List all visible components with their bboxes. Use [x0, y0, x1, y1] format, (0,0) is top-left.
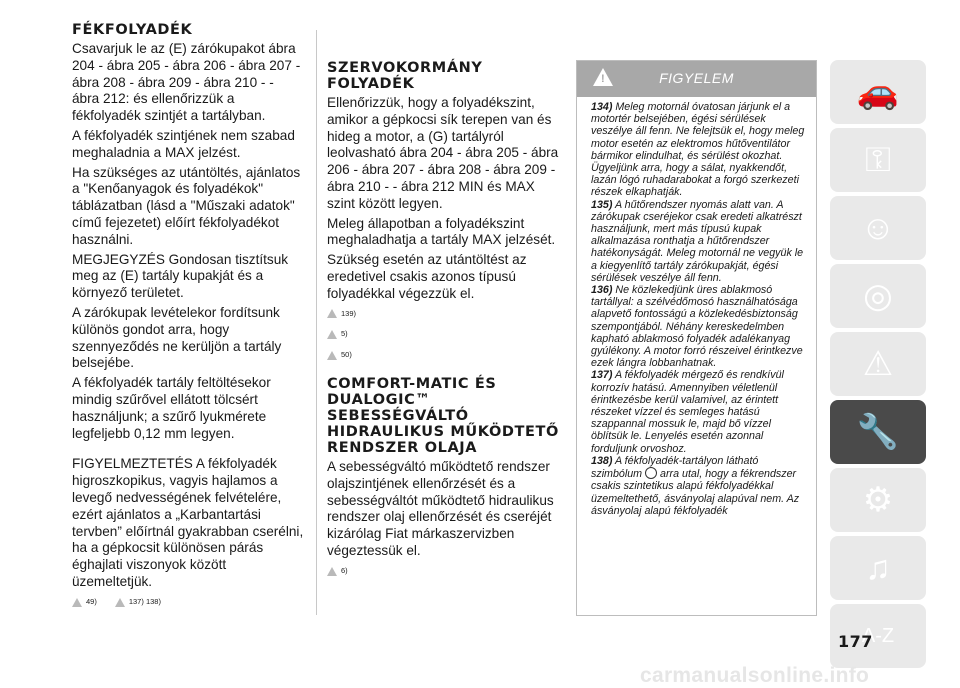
tab-safety-key[interactable] — [830, 128, 926, 192]
warning-triangle-icon — [327, 309, 337, 318]
item-number: 135) — [591, 198, 613, 211]
page-number: 177 — [838, 632, 873, 651]
airbag-icon: ☺ — [860, 209, 896, 247]
section-heading: COMFORT-MATIC ÉS DUALOGIC™ SEBESSÉGVÁLTÓ HIDRAULIKUS MŰKÖDTETŐ RENDSZER OLAJA — [327, 375, 559, 456]
tab-multimedia[interactable] — [830, 536, 926, 600]
warning-item — [591, 284, 808, 369]
technical-data-icon: ⚙ — [862, 481, 894, 519]
column-steering-fluid — [327, 22, 559, 584]
paragraph: Ha szükséges az utántöltés, ajánlatos a "Kenőanyagok és folyadékok" táblázatban (lásd a "Műszaki adatok" című fejezetet) előírt fékfolyadékot használni. — [72, 164, 301, 247]
warning-triangle-icon — [327, 567, 337, 576]
warning-triangle-icon — [115, 598, 125, 607]
reference-label: 49) — [86, 596, 97, 606]
key-icon: ⚿ — [865, 141, 891, 179]
car-service-icon: 🔧 — [856, 413, 900, 451]
reference-row — [327, 347, 559, 364]
tab-service[interactable] — [830, 400, 926, 464]
item-text: arra utal, hogy a fékrendszer csakis szintetikus alapú fékfolyadékkal üzemeltethető, ásványolaj alapúval nem. Az ásványolaj alapú fékfolyadék — [591, 468, 800, 517]
paragraph: A fékfolyadék szintjének nem szabad meghaladnia a MAX jelzést. — [72, 127, 295, 160]
paragraph: FIGYELMEZTETÉS A fékfolyadék higroszkopikus, vagyis hajlamos a levegő nedvességének felvételére, ezért ajánlatos a „Karbantartási tervben” előírtnál gyakrabban cserélni, ha a gépkocsit különösen párás éghajlati viszonyok között üzemeltetjük. — [72, 456, 304, 589]
reference-label: 137) 138) — [128, 596, 161, 606]
warning-body — [577, 97, 816, 517]
tab-safety[interactable] — [830, 196, 926, 260]
paragraph: Csavarjuk le az (E) zárókupakot ábra 204 - ábra 205 - ábra 206 - ábra 207 - ábra 208 - ábra 209 - ábra 210 - - ábra 212: és ellenőrizzük a fékfolyadék szintjét a tartályban. — [72, 41, 301, 124]
reference-label: 50) — [341, 350, 352, 360]
chapter-tabs — [830, 60, 930, 672]
column-divider — [316, 30, 317, 615]
reference-row — [72, 594, 304, 611]
section-heading: SZERVOKORMÁNY FOLYADÉK — [327, 60, 483, 92]
paragraph: Ellenőrizzük, hogy a folyadékszint, amikor a gépkocsi sík terepen van és hideg a motor, a (G) tartályról leolvasható ábra 204 - ábra 205 - ábra 206 - ábra 207 - ábra 208 - ábra 209 - ábra 210 - - ábra 212 MIN és MAX szint között legyen. — [327, 95, 559, 211]
brake-fluid-symbol-icon — [645, 467, 657, 479]
item-number: 134) — [591, 101, 613, 113]
index-icon: A-Z — [861, 625, 895, 647]
paragraph: Meleg állapotban a folyadékszint meghaladhatja a tartály MAX jelzését. — [327, 215, 556, 248]
reference-row — [327, 563, 559, 580]
paragraph: MEGJEGYZÉS Gondosan tisztítsuk meg az (E) tartály kupakját és a környező területet. — [72, 251, 289, 301]
warning-item — [591, 101, 808, 199]
warning-box — [576, 60, 817, 616]
warning-triangle-icon — [327, 351, 337, 360]
item-text: A hűtőrendszer nyomás alatt van. A zárókupak cseréjekor csak eredeti alkatrészt használjunk, mert más típusú kupak alkalmazása ronthatja a hűtőrendszer hatékonyságát. Meleg motornál ne vegyük le a kiegyenlítő tartály zárókupakját, égési sérülések veszélye áll fenn. — [591, 198, 804, 284]
multimedia-icon: ♫ — [865, 549, 891, 587]
car-dashboard-icon: 🚗 — [856, 73, 900, 111]
warning-triangle-icon — [327, 330, 337, 339]
tab-technical-data[interactable] — [830, 468, 926, 532]
item-text: Meleg motornál óvatosan járjunk el a motortér belsejében, égési sérülések veszélye áll fenn. Ne felejtsük el, hogy meleg motor esetén az elektromos hűtőventilátor bármikor elindulhat, és sérülést okozhat. Ügyeljünk arra, hogy a sálat, nyakkendőt, lazán lógó ruhadarabokat a forgó szerkezeti részek elkaphatják. — [591, 101, 805, 199]
item-text: A fékfolyadék mérgező és rendkívül korrozív hatású. Amennyiben véletlenül érintkezésbe kerül valamivel, az érintett részeket vízzel és semleges hatású szappannal mossuk le, majd bő vízzel öblítsük le. Lenyelés esetén azonnal forduljunk orvoshoz. — [591, 369, 784, 455]
section-heading: FÉKFOLYADÉK — [72, 22, 193, 38]
warning-triangle-icon: ⚠ — [862, 345, 894, 383]
column-brake-fluid — [72, 22, 304, 615]
reference-label: 5) — [341, 329, 348, 339]
item-number: 137) — [591, 369, 613, 382]
item-text: A fékfolyadék-tartályon látható szimbólum — [591, 454, 759, 481]
item-text: Ne közlekedjünk üres ablakmosó tartállyal: a szélvédőmosó használhatósága alapvető fontosságú a közlekedésbiztonság szempontjából. Néhány kereskedelmben kapható ablakmosó folyadék adalékanyag gyúlékony. A motor forró részeivel érintkezve ezek lángra lobbanhatnak. — [591, 284, 803, 370]
reference-row — [327, 306, 559, 323]
tab-emergency[interactable] — [830, 332, 926, 396]
warning-item — [591, 369, 808, 454]
warning-item — [591, 455, 808, 517]
tab-dashboard[interactable] — [830, 60, 926, 124]
item-number: 138) — [591, 454, 613, 467]
warning-triangle-icon — [72, 598, 82, 607]
warning-header — [577, 61, 816, 97]
paragraph: A zárókupak levételekor fordítsunk különös gondot arra, hogy szennyeződés ne kerüljön a tartály belsejébe. — [72, 304, 282, 371]
warning-title: FIGYELEM — [659, 70, 734, 86]
steering-wheel-icon: ◎ — [863, 277, 893, 315]
paragraph: A fékfolyadék tartály feltöltésekor mindig szűrővel ellátott tölcsért használjunk; a szűrő lyukmérete legfeljebb 0,12 mm legyen. — [72, 375, 271, 441]
paragraph: A sebességváltó működtető rendszer olajszintjének ellenőrzését és a sebességváltót működtető hidraulikus rendszer olaj ellenőrzését és cseréjét kizárólag Fiat márkaszervizben végeztessük el. — [327, 458, 554, 558]
reference-row — [327, 326, 559, 343]
warning-item — [591, 199, 808, 284]
item-number: 136) — [591, 284, 613, 297]
paragraph: Szükség esetén az utántöltést az eredetivel csakis azonos típusú folyadékkal végezzük el. — [327, 252, 527, 301]
reference-label: 139) — [341, 308, 357, 318]
reference-label: 6) — [341, 565, 348, 575]
watermark: carmanualsonline.info — [640, 664, 870, 687]
tab-driving[interactable] — [830, 264, 926, 328]
